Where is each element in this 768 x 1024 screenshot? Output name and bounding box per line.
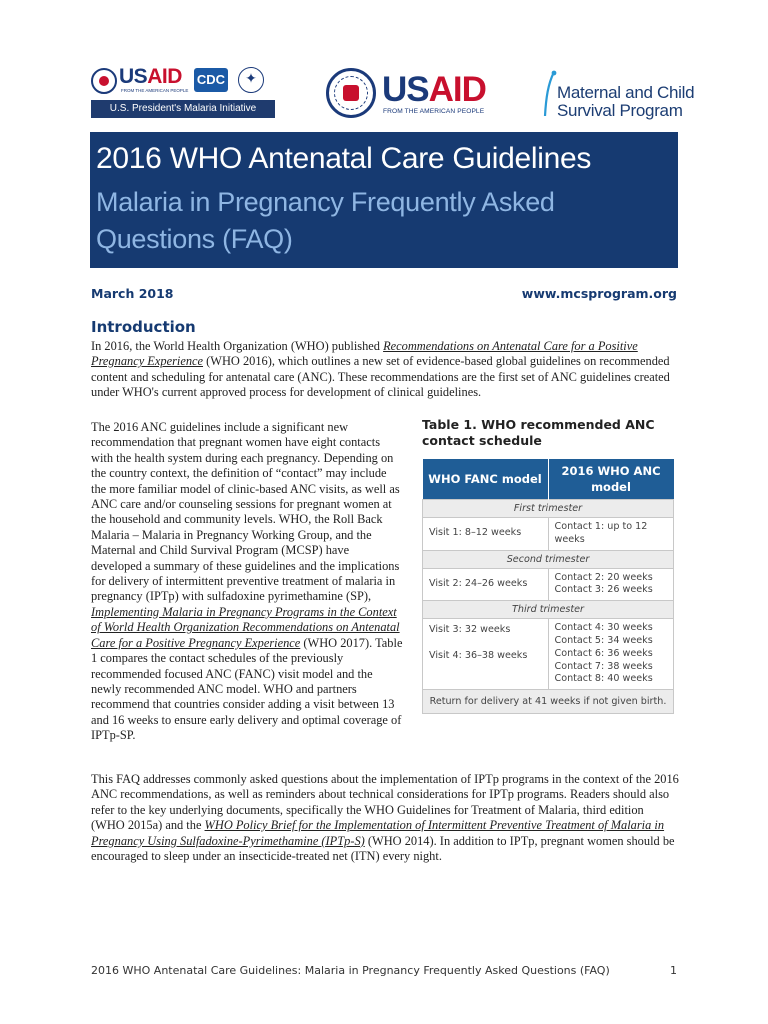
column-header-anc: 2016 WHO ANC model [548, 459, 674, 500]
anc-guidelines-paragraph [91, 420, 403, 744]
fanc-cell: Visit 1: 8–12 weeks [423, 518, 549, 551]
page-footer: 2016 WHO Antenatal Care Guidelines: Malaria in Pregnancy Frequently Asked Questions (FAQ) [91, 964, 610, 977]
table-row [423, 518, 674, 551]
faq-text-b: (WHO 2014). In addition to IPTp, pregnant women should be encouraged to sleep under an insecticide-treated net (ITN) every night. [91, 833, 675, 864]
intro-text-b: (WHO 2016), which outlines a new set of evidence-based global guidelines on recommended content and scheduling for antenatal care (ANC). These recommendations are the first set of ANC guidelines created under WHO's current approved process for development of clinical guidelines. [91, 354, 670, 400]
column-header-fanc: WHO FANC model [423, 459, 549, 500]
pmi-logo-block [91, 66, 275, 118]
section-heading: Introduction [91, 318, 196, 336]
intro-text-a: In 2016, the World Health Organization (WHO) published [91, 339, 384, 353]
publication-date: March 2018 [91, 286, 174, 301]
page-number: 1 [670, 964, 677, 977]
usaid-small-wordmark: USAID [119, 65, 182, 88]
who-policy-brief-link[interactable]: WHO Policy Brief for the Implementation of Intermittent Preventive Treatment of Malaria in Pregnancy Using Sulfadoxine-Pyrimethamine (IPTp-S) [91, 818, 665, 848]
anc-contact-schedule-table [422, 459, 674, 714]
faq-text-a: This FAQ addresses commonly asked questions about the implementation of IPTp programs in the context of the 2016 ANC recommendations, as well as reminders about technical considerations for IPTp programs. Readers should also refer to the key underlying documents, specifically the WHO Guidelines for Treatment of Malaria, third edition (WHO 2015a) and the [91, 772, 679, 833]
document-subtitle: Malaria in Pregnancy Frequently Asked Questions (FAQ) [96, 187, 555, 254]
trimester-label: Third trimester [423, 601, 674, 619]
anc-cell: Contact 2: 20 weeks Contact 3: 26 weeks [548, 568, 674, 601]
anc-text-b: (WHO 2017). Table 1 compares the contact schedules of the previously recommended focused ANC (FANC) visit model and the newly recommended ANC model. WHO and partners recommend that countries consider adding a visit between 13 and 16 weeks to ensure early delivery and optimal coverage of IPTp-SP. [91, 635, 403, 743]
fanc-cell: Visit 2: 24–26 weeks [423, 568, 549, 601]
table-row [423, 568, 674, 601]
pmi-banner: U.S. President's Malaria Initiative [91, 100, 275, 118]
trimester-label: First trimester [423, 500, 674, 518]
usaid-wordmark: USAID [382, 70, 486, 109]
usaid-seal-icon [91, 68, 117, 94]
intro-paragraph [91, 339, 679, 401]
pmi-logo-top [91, 66, 275, 98]
anc-cell: Contact 4: 30 weeks Contact 5: 34 weeks Contact 6: 36 weeks Contact 7: 38 weeks Contact 8: 40 weeks [548, 619, 674, 690]
mcsp-line-2: Survival Program [557, 101, 683, 120]
mcsp-swoosh-icon [542, 70, 558, 120]
cdc-logo: CDC [194, 68, 228, 92]
trimester-label: Second trimester [423, 550, 674, 568]
usaid-seal-icon [326, 68, 376, 118]
anc-cell: Contact 1: up to 12 weeks [548, 518, 674, 551]
mcsp-logo [542, 70, 695, 120]
who-2016-reference-link[interactable]: Recommendations on Antenatal Care for a Positive Pregnancy Experience [91, 339, 638, 369]
hhs-eagle-icon: ✦ [238, 67, 264, 93]
title-banner [90, 132, 678, 268]
usaid-tagline: FROM THE AMERICAN PEOPLE [383, 108, 485, 115]
usaid-logo [326, 68, 496, 124]
table-row [423, 619, 674, 690]
fanc-cell: Visit 3: 32 weeks Visit 4: 36–38 weeks [423, 619, 549, 690]
document-title: 2016 WHO Antenatal Care Guidelines [96, 142, 592, 175]
website-link[interactable]: www.mcsprogram.org [521, 286, 677, 301]
who-2017-reference-link[interactable]: Implementing Malaria in Pregnancy Programs in the Context of World Health Organization Recommendations on Antenatal Care for a Positive Pregnancy Experience [91, 604, 400, 650]
faq-scope-paragraph [91, 772, 679, 864]
table-footer-note: Return for delivery at 41 weeks if not given birth. [423, 690, 674, 714]
table-caption: Table 1. WHO recommended ANC contact schedule [422, 417, 655, 448]
anc-text-a: The 2016 ANC guidelines include a significant new recommendation that pregnant women have eight contacts with the health system during each pregnancy. Depending on the country context, the definition of “contact” may include the more familiar model of clinic-based ANC visits, as well as ANC care and/or counseling sessions for pregnant women at the household and community levels. WHO, the Roll Back Malaria – Malaria in Pregnancy Working Group, and the Maternal and Child Survival Program (MCSP) have developed a summary of these guidelines and the implications for delivery of intermittent preventive treatment of malaria in pregnancy (IPTp) with sulfadoxine pyrimethamine (SP), [91, 420, 400, 604]
usaid-small-tagline: FROM THE AMERICAN PEOPLE [121, 88, 189, 93]
mcsp-line-1: Maternal and Child [557, 83, 695, 102]
